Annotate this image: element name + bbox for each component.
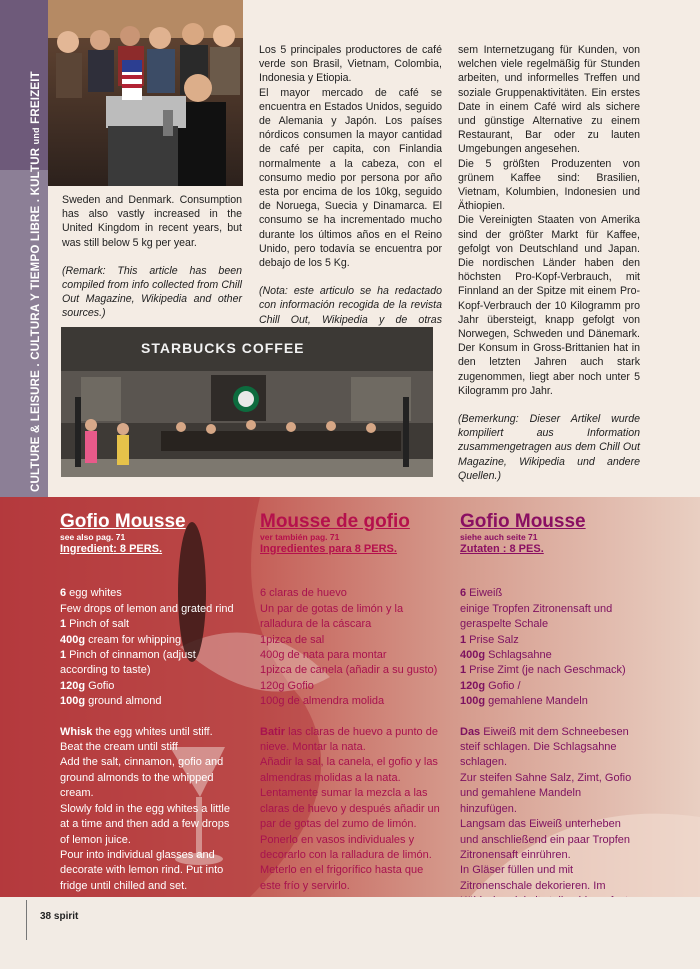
ingredient-item: 1 Pinch of salt: [60, 618, 130, 631]
servings-heading: Ingredient: 8 PERS.: [60, 543, 163, 555]
article-paragraph: Die 5 größten Produzenten von grünem Kaffee sind: Brasilien, Vietnam, Kolumbien, Indonesien und Äthiopien.: [458, 157, 640, 213]
method-step: Beat the cream until stiff: [60, 741, 178, 754]
method-step: Das Eiweiß mit dem Schneebesen steif schlagen. Die Schlagsahne schlagen.: [460, 725, 629, 769]
ingredient-item: 1pizca de canela (añadir a su gusto): [260, 664, 438, 677]
footer-rule: [26, 900, 27, 940]
recipe-title: Gofio Mousse: [60, 511, 186, 532]
method-step: Batir las claras de huevo a punto de nieve. Montar la nata.: [260, 725, 438, 754]
method-step: Add the salt, cinnamon, gofio and ground almonds to the whipped cream.: [60, 756, 224, 800]
ingredient-item: 100g gemahlene Mandeln: [460, 695, 588, 708]
ingredient-item: 6 egg whites: [60, 587, 122, 600]
ingredient-item: 120g Gofio: [260, 679, 314, 692]
recipe-title: Mousse de gofio: [260, 511, 410, 532]
ingredient-item: 100g ground almond: [60, 695, 162, 708]
section-label-en: CULTURE & LEISURE: [30, 369, 42, 492]
ingredient-list: [260, 586, 442, 709]
ingredient-item: 400g cream for whipping: [60, 633, 182, 646]
ingredient-item: Few drops of lemon and grated rind: [60, 602, 234, 615]
method-step: Slowly fold in the egg whites a little at a time and then add a few drops of lemon juice.: [60, 802, 230, 846]
article-paragraph: Die Vereinigten Staaten von Amerika sind der größter Markt für Kaffee, gefolgt von Deutschland und Japan. Die nordischen Länder haben den höchsten Pro-Kopf-Verbrauch, mit Finnland an der Spitze mit einem Pro-Kopf-Verbrauch der 10 Kilogramm pro Jahr übersteigt, knapp gefolgt von Norwegen, Schweden und Dänemark. Der Konsum in Gross-Brittanien hat in den letzten Jahren auch stark zugenommen, liegt aber noch unter 5 Kilogramm pro Jahr.: [458, 214, 640, 397]
see-also-note: siehe auch seite 71: [460, 532, 538, 542]
method-step: Langsam das Eiweiß unterheben und anschließend ein paar Tropfen Zitronensaft einrühren.: [460, 818, 631, 861]
starbucks-sign: STARBUCKS COFFEE: [141, 340, 305, 356]
recipe-german: [460, 512, 640, 925]
article-remark: (Bemerkung: Dieser Artikel wurde kompiliert aus Information zusammengetragen aus dem Chill Out Magazine, Wikipedia und andere Quellen.): [458, 413, 640, 482]
method-step: Zur steifen Sahne Salz, Zimt, Gofio und gemahlene Mandeln hinzufügen.: [460, 771, 632, 815]
article-paragraph: Sweden and Denmark. Consumption has also vastly increased in the United Kingdom in recent years, but was still below 5 kg per year.: [62, 194, 242, 249]
method-step: Whisk the egg whites until stiff.: [60, 725, 213, 738]
method-step: In Gläser füllen und mit Zitronenschale dekorieren. Im: [460, 864, 606, 892]
article-column-de: [458, 43, 640, 483]
ingredient-item: 400g de nata para montar: [260, 649, 387, 662]
servings-heading: Zutaten : 8 PES.: [460, 543, 544, 555]
article-remark: (Nota: este articulo se ha redactado con información recogida de la revista Chill Out, Wikipedia y de otras: [259, 285, 442, 326]
article-column-es: [259, 43, 442, 341]
ingredient-item: 400g Schlagsahne: [460, 649, 552, 662]
recipe-spanish: [260, 512, 442, 894]
article-column-en: [62, 193, 242, 321]
method-steps: [460, 725, 640, 925]
section-label-de: KULTUR: [30, 147, 42, 196]
servings-heading: Ingredientes para 8 PERS.: [260, 543, 397, 555]
method-step: Lentamente sumar la mezcla a las claras de huevo y después añadir un par de gotas del zumo de limón.: [260, 787, 440, 831]
ingredient-item: 6 Eiweiß: [460, 587, 503, 600]
article-remark: (Remark: This article has been compiled from info collected from Chill Out Magazine, Wikipedia and other sources.): [62, 264, 242, 320]
method-step: Añadir la sal, la canela, el gofio y las almendras molidas a la nata.: [260, 756, 438, 784]
ingredient-item: 100g de almendra molida: [260, 695, 385, 708]
section-label: CULTURE & LEISURE . CULTURA Y TIEMPO LIBRE . KULTUR und FREIZEIT: [30, 71, 42, 492]
recipe-title: Gofio Mousse: [460, 511, 586, 532]
section-label-es: CULTURA Y TIEMPO LIBRE: [30, 205, 42, 360]
method-step: Ponerlo en vasos individuales y decorarlo con la ralladura de limón. Meterlo en el frigorífico hasta que este frío y servirlo.: [260, 833, 432, 892]
ingredient-list: [460, 586, 640, 709]
ingredient-item: 1 Prise Salz: [460, 633, 519, 646]
page-footer: [0, 897, 700, 969]
starbucks-terrace-photo: [61, 327, 433, 477]
ingredient-item: 6 claras de huevo: [260, 587, 347, 600]
ingredient-list: [60, 586, 240, 709]
ingredient-item: 120g Gofio /: [460, 679, 521, 692]
article-paragraph: sem Internetzugang für Kunden, von welchen viele regelmäßig für Stunden arbeiten, und informelles Treffen und soziale Gruppenaktivitäten. Ein erstes Date in einem Café wird als sichere und günstige Alternative zu einem Restaurant, Bar oder zu lauten Umgebungen angesehen.: [458, 44, 640, 156]
method-steps: [260, 725, 442, 894]
ingredient-item: Un par de gotas de limón y la ralladura de la cáscara: [260, 602, 404, 631]
article-paragraph: Los 5 principales productores de café verde son Brasil, Vietnam, Colombia, Indonesia y Etiopia.: [259, 44, 442, 85]
ingredient-item: einige Tropfen Zitronensaft und geraspelte Schale: [460, 602, 613, 631]
article-paragraph: El mayor mercado de café se encuentra en Estados Unidos, seguido de Alemania y Japón. Los países nórdicos consumen la mayor cantidad de café per capita, con Finlandia normalmente a la cabeza, con el consumo medio por persona por año esta por encima de los 10kg, seguido de Noruega, Suecia y Dinamarca. El consumo se ha incrementado mucho durante los últimos años en el Reino Unido, pero todavía se encuentra por debajo de los 5 Kg.: [259, 86, 442, 270]
page-number: 38 spirit: [40, 911, 79, 922]
see-also-note: ver también pag. 71: [260, 532, 340, 542]
see-also-note: see also pag. 71: [60, 532, 126, 542]
method-steps: [60, 725, 240, 894]
recipe-english: [60, 512, 240, 894]
cafe-interior-photo: [48, 0, 243, 186]
ingredient-item: 1pizca de sal: [260, 633, 325, 646]
ingredient-item: 1 Pinch of cinnamon (adjust according to taste): [60, 649, 196, 677]
method-step: Pour into individual glasses and decorate with lemon rind. Put into fridge until chilled and set.: [60, 848, 224, 892]
ingredient-item: 1 Prise Zimt (je nach Geschmack): [460, 664, 626, 677]
ingredient-item: 120g Gofio: [60, 679, 115, 692]
